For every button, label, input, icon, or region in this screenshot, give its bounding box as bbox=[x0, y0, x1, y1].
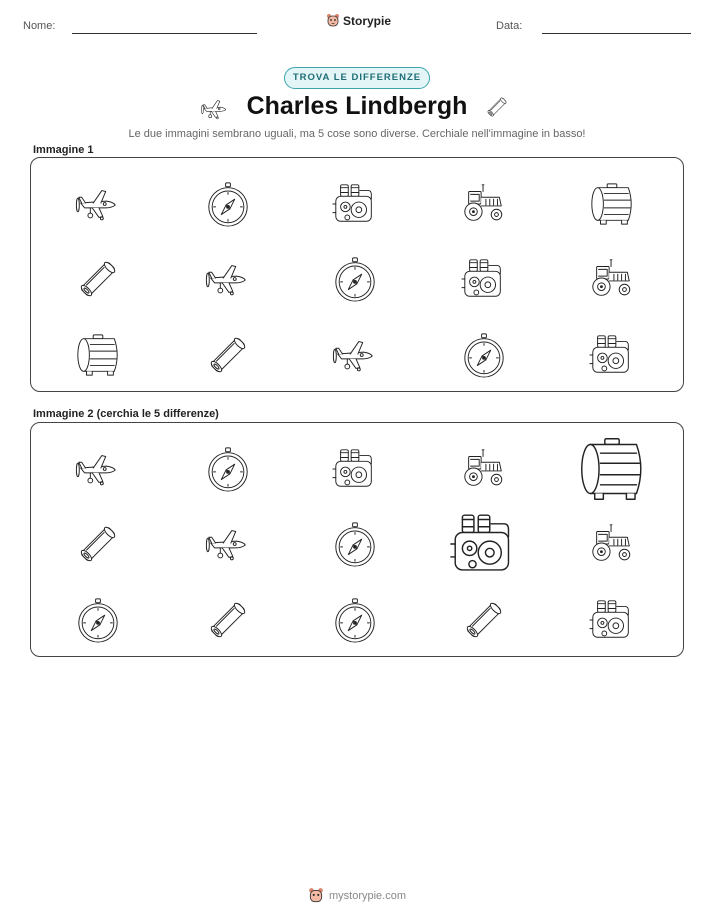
airplane-icon[interactable] bbox=[74, 445, 122, 493]
compass-icon[interactable] bbox=[331, 596, 379, 644]
tractor-icon bbox=[460, 180, 508, 228]
airplane-icon[interactable] bbox=[204, 520, 252, 568]
storypie-mascot-icon bbox=[308, 887, 324, 904]
compass-icon bbox=[331, 255, 379, 303]
scroll-pipe-icon[interactable] bbox=[204, 596, 252, 644]
engine-icon[interactable] bbox=[331, 445, 379, 493]
date-label: Data: bbox=[496, 20, 523, 32]
scroll-pipe-icon[interactable] bbox=[460, 596, 508, 644]
badge: TROVA LE DIFFERENZE bbox=[284, 67, 430, 89]
airplane-icon bbox=[74, 180, 122, 228]
engine-icon[interactable] bbox=[448, 508, 520, 580]
compass-icon bbox=[204, 180, 252, 228]
barrel-icon bbox=[588, 180, 636, 228]
engine-icon bbox=[588, 331, 636, 379]
compass-icon[interactable] bbox=[204, 445, 252, 493]
instructions: Le due immagini sembrano uguali, ma 5 cose sono diverse. Cerchiale nell'immagine in basso! bbox=[128, 128, 586, 140]
image1-label: Immagine 1 bbox=[33, 144, 94, 156]
brand-name: Storypie bbox=[343, 13, 392, 28]
engine-icon bbox=[331, 180, 379, 228]
scroll-pipe-icon[interactable] bbox=[74, 520, 122, 568]
compass-icon bbox=[460, 331, 508, 379]
barrel-icon[interactable] bbox=[576, 433, 648, 505]
compass-icon[interactable] bbox=[331, 520, 379, 568]
name-label: Nome: bbox=[23, 20, 56, 32]
storypie-mascot-icon bbox=[326, 13, 340, 28]
image1-panel bbox=[30, 157, 684, 392]
airplane-icon bbox=[204, 255, 252, 303]
page-title: Charles Lindbergh bbox=[246, 92, 468, 120]
compass-icon[interactable] bbox=[74, 596, 122, 644]
engine-icon[interactable] bbox=[588, 596, 636, 644]
tractor-icon bbox=[588, 255, 636, 303]
image2-label: Immagine 2 (cerchia le 5 differenze) bbox=[33, 408, 219, 420]
date-line[interactable] bbox=[542, 33, 691, 34]
scroll-pipe-icon bbox=[484, 94, 510, 120]
airplane-icon bbox=[331, 331, 379, 379]
engine-icon bbox=[460, 255, 508, 303]
footer bbox=[0, 887, 714, 904]
tractor-icon[interactable] bbox=[460, 445, 508, 493]
name-line[interactable] bbox=[72, 33, 257, 34]
scroll-pipe-icon bbox=[74, 255, 122, 303]
scroll-pipe-icon bbox=[204, 331, 252, 379]
tractor-icon[interactable] bbox=[588, 520, 636, 568]
footer-url: mystorypie.com bbox=[328, 889, 407, 902]
brand-logo bbox=[326, 13, 391, 28]
image2-panel[interactable] bbox=[30, 422, 684, 657]
barrel-icon bbox=[74, 331, 122, 379]
